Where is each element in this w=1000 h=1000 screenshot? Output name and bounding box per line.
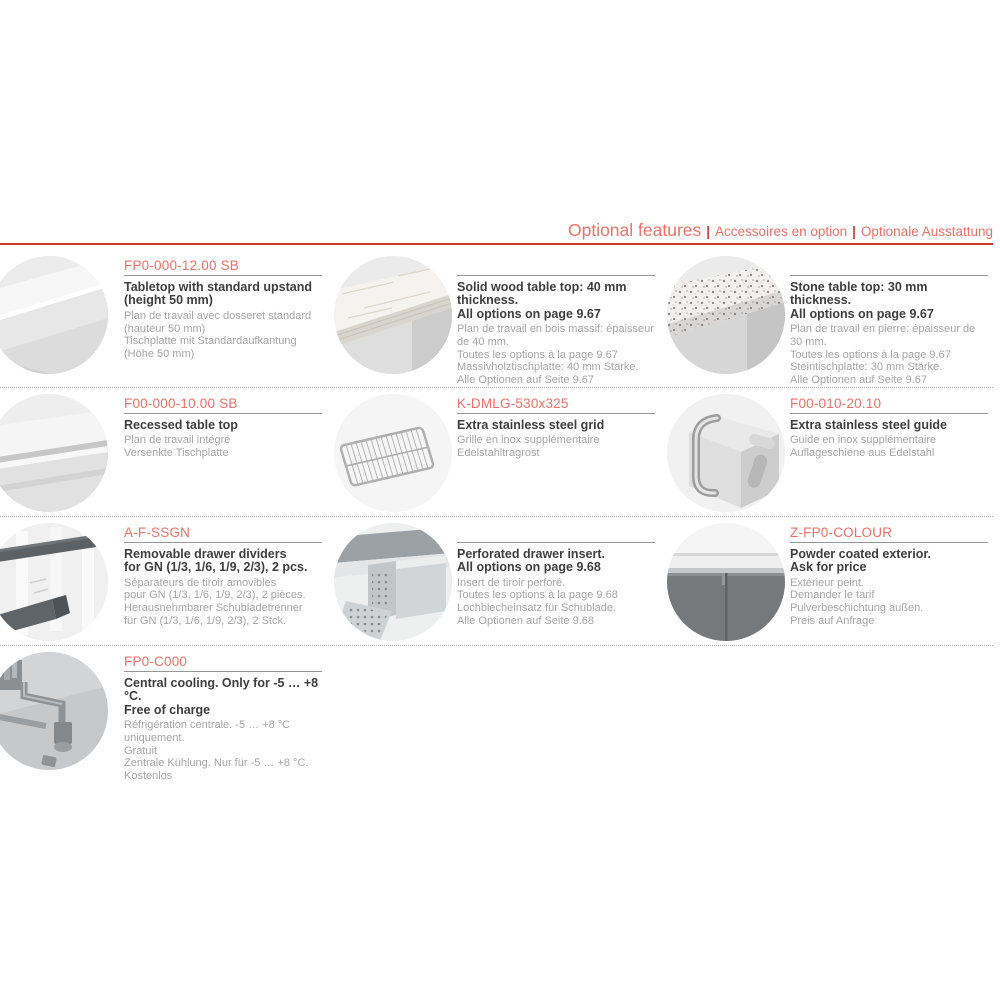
product-desc-fr-de: Plan de travail intégré Versenkte Tischplatte bbox=[124, 434, 231, 459]
title-separator: | bbox=[852, 224, 856, 239]
product-item bbox=[333, 517, 666, 645]
product-title-en: Extra stainless steel grid bbox=[457, 417, 605, 432]
title-separator: | bbox=[706, 224, 711, 239]
product-item bbox=[0, 646, 333, 783]
product-desc-fr-de: Plan de travail en bois massif: épaisseur de 40 mm. Toutes les options à la page 9.67 Massivholztischplatte: 40 mm Stärke. Alle Optionen auf Seite 9.67 bbox=[457, 323, 654, 387]
tabletop-with-upstand-image bbox=[0, 256, 108, 374]
product-item bbox=[666, 250, 999, 387]
options-grid bbox=[0, 250, 993, 783]
product-item bbox=[666, 388, 999, 516]
code-underline bbox=[124, 542, 322, 543]
title-german: Optionale Ausstattung bbox=[860, 224, 993, 239]
product-code: A-F-SSGN bbox=[124, 524, 191, 540]
product-desc-fr-de: Extérieur peint. Demander le tarif Pulverbeschichtung außen. Preis auf Anfrage bbox=[790, 576, 924, 627]
product-desc-fr-de: Insert de tiroir perforé. Toutes les options à la page 9.68 Lochblecheinsatz für Schublade. Alle Optionen auf Seite 9.68 bbox=[457, 576, 618, 627]
product-code bbox=[790, 258, 990, 274]
product-title-en: Tabletop with standard upstand (height 50 mm) bbox=[124, 280, 312, 308]
product-code: FP0-000-12.00 SB bbox=[124, 258, 240, 273]
grid-row bbox=[0, 646, 993, 783]
product-item bbox=[0, 250, 333, 387]
code-underline bbox=[790, 413, 988, 414]
product-desc-fr-de: Plan de travail en pierre: épaisseur de 30 mm. Toutes les options à la page 9.67 Steintischplatte: 30 mm Stärke. Alle Optionen auf Seite 9.67 bbox=[790, 323, 976, 387]
product-desc-fr-de: Réfrigération centrale. -5 … +8 °C uniquement. Gratuit Zentrale Kühlung. Nur für -5 … +8 °C. Kostenlos bbox=[124, 719, 309, 782]
product-code bbox=[457, 258, 657, 274]
stainless-steel-grid-image bbox=[334, 394, 452, 512]
product-title-en: Powder coated exterior. Ask for price bbox=[790, 546, 932, 575]
product-title-en: Extra stainless steel guide bbox=[790, 417, 948, 432]
product-title-en: Solid wood table top: 40 mm thickness. All options on page 9.67 bbox=[457, 280, 627, 321]
code-underline bbox=[457, 542, 655, 543]
recessed-table-top-image bbox=[0, 394, 108, 512]
powder-coated-exterior-image bbox=[667, 523, 785, 641]
product-item bbox=[333, 250, 666, 387]
code-underline bbox=[124, 671, 322, 672]
product-title-en: Stone table top: 30 mm thickness. All options on page 9.67 bbox=[790, 280, 934, 321]
product-title-en: Removable drawer dividers for GN (1/3, 1/6, 1/9, 2/3), 2 pcs. bbox=[124, 546, 308, 575]
product-code: FP0-C000 bbox=[124, 653, 188, 669]
empty-cell bbox=[333, 646, 666, 783]
stone-table-top-image bbox=[667, 256, 785, 374]
product-code: Z-FP0-COLOUR bbox=[790, 524, 893, 540]
title-english: Optional features bbox=[567, 220, 702, 240]
product-item bbox=[0, 517, 333, 645]
code-underline bbox=[457, 413, 655, 414]
product-code bbox=[457, 525, 657, 541]
product-item bbox=[666, 517, 999, 645]
product-item bbox=[333, 388, 666, 516]
product-desc-fr-de: Grille en inox supplémentaire Edelstahltragrost bbox=[457, 434, 600, 459]
grid-row bbox=[0, 517, 993, 645]
perforated-drawer-insert-image bbox=[334, 523, 452, 641]
product-title-en: Recessed table top bbox=[124, 417, 238, 432]
product-desc-fr-de: Guide en inox supplémentaire Auflageschiene aus Edelstahl bbox=[790, 434, 937, 459]
drawer-dividers-image bbox=[0, 523, 108, 641]
code-underline bbox=[124, 413, 322, 414]
product-code: F00-010-20.10 bbox=[790, 395, 882, 411]
title-french: Accessoires en option bbox=[715, 224, 848, 239]
grid-row bbox=[0, 250, 993, 387]
product-desc-fr-de: Séparateurs de tiroir amovibles pour GN (1/3, 1/6, 1/9, 2/3), 2 pièces. Herausnehmbarer Schubladetrenner für GN (1/3, 1/6, 1/9, 2/3), 2 Stck. bbox=[124, 576, 306, 627]
header-rule bbox=[0, 243, 993, 245]
stainless-steel-guide-image bbox=[667, 394, 785, 512]
product-title-en: Perforated drawer insert. All options on page 9.68 bbox=[457, 546, 605, 575]
code-underline bbox=[790, 542, 988, 543]
product-code: K-DMLG-530x325 bbox=[457, 395, 569, 411]
central-cooling-image bbox=[0, 652, 108, 770]
solid-wood-table-top-image bbox=[334, 256, 452, 374]
product-desc-fr-de: Plan de travail avec dosseret standard (hauteur 50 mm) Tischplatte mit Standardaufkantung (Höhe 50 mm) bbox=[124, 309, 312, 360]
grid-row bbox=[0, 388, 993, 516]
empty-cell bbox=[666, 646, 999, 783]
code-underline bbox=[457, 275, 655, 276]
code-underline bbox=[124, 275, 322, 276]
product-title-en: Central cooling. Only for -5 … +8 °C. Free of charge bbox=[124, 675, 319, 717]
product-code: F00-000-10.00 SB bbox=[124, 395, 238, 411]
page-title bbox=[568, 220, 993, 241]
code-underline bbox=[790, 275, 988, 276]
product-item bbox=[0, 388, 333, 516]
